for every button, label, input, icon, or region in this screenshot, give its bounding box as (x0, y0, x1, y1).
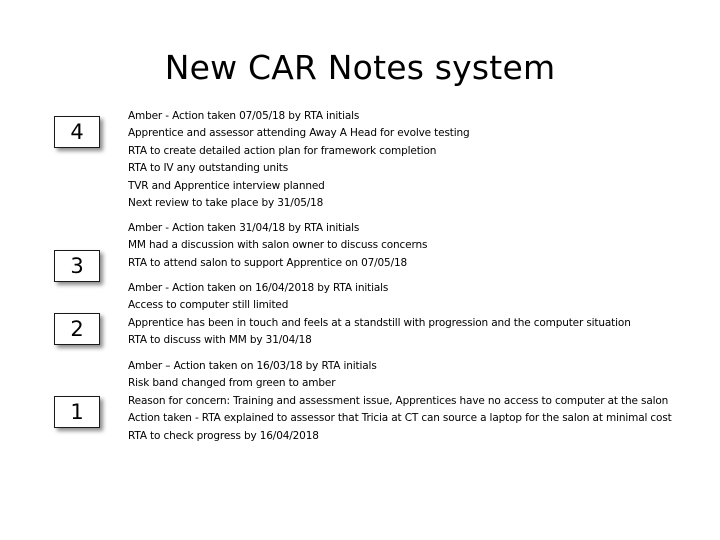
note-line: Amber - Action taken on 16/04/2018 by RTA initials (128, 282, 389, 294)
entry-number-box: 3 (54, 250, 100, 282)
note-line: RTA to discuss with MM by 31/04/18 (128, 334, 312, 347)
entry-notes (128, 108, 708, 212)
note-line: Next review to take place by 31/05/18 (128, 197, 324, 210)
note-line: Apprentice has been in touch and feels at a standstill with progression and the computer situation (128, 316, 631, 329)
note-line: RTA to attend salon to support Apprentice on 07/05/18 (128, 256, 408, 269)
note-line: RTA to create detailed action plan for framework completion (128, 144, 437, 157)
note-line: Reason for concern: Training and assessment issue, Apprentices have no access to computer at the salon (128, 394, 669, 407)
entry-notes (128, 358, 708, 445)
note-line: TVR and Apprentice interview planned (128, 179, 325, 192)
note-line: Amber – Action taken on 16/03/18 by RTA initials (128, 360, 377, 372)
note-line: Action taken - RTA explained to assessor that Tricia at CT can source a laptop for the salon at minimal cost (128, 412, 672, 425)
page-title: New CAR Notes system (164, 48, 556, 87)
entry-number-box: 4 (54, 116, 100, 148)
entry-notes (128, 280, 708, 350)
note-line: Apprentice and assessor attending Away A Head for evolve testing (128, 127, 470, 140)
note-line: RTA to check progress by 16/04/2018 (128, 429, 319, 442)
note-line: RTA to IV any outstanding units (128, 162, 289, 175)
note-line: Amber - Action taken 31/04/18 by RTA initials (128, 222, 360, 234)
note-line: Access to computer still limited (128, 299, 289, 312)
note-line: Amber - Action taken 07/05/18 by RTA initials (128, 110, 360, 122)
note-line: Risk band changed from green to amber (128, 377, 336, 390)
entry-number-box: 1 (54, 396, 100, 428)
entry-number-box: 2 (54, 313, 100, 345)
entry-notes (128, 220, 708, 272)
note-line: MM had a discussion with salon owner to discuss concerns (128, 239, 428, 252)
